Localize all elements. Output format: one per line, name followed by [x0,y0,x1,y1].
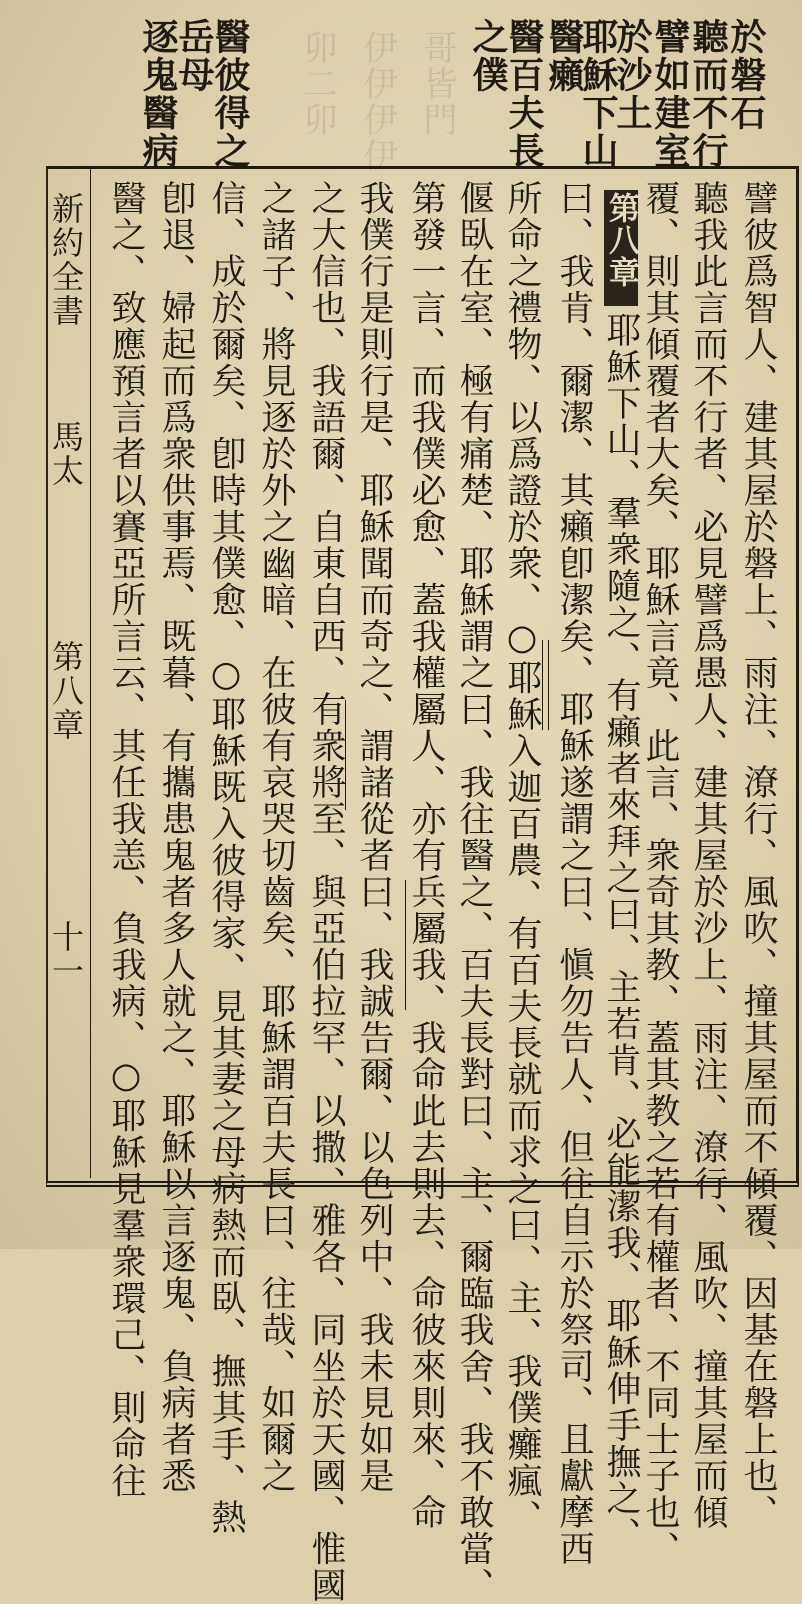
text-column: 卽退、婦起而爲衆供事焉、既暮、有攜患鬼者多人就之、耶穌以言逐鬼、負病者悉 [156,180,196,1494]
cross-reference-line [542,640,543,730]
header-note: 岳母 [173,18,215,94]
header-note: 於磐石 [725,18,767,132]
header-note: 於沙土 [611,18,653,132]
text-column: 耶穌下山、羣衆隨之、有癩者來拜之曰、主若肯、必能潔我、耶穌伸手撫之、 [601,312,641,1553]
chapter-heading: 第八章 [603,192,639,288]
text-column: 之諸子、將見逐於外之幽暗、在彼有哀哭切齒矣、耶穌謂百夫長曰、往哉、如爾之 [256,180,296,1494]
book-title: 新約全書 [47,192,85,328]
text-column: 信、成於爾矣、卽時其僕愈、○耶穌既入彼得家、見其妻之母病熱而臥、撫其手、熱 [206,180,246,1536]
header-note: 之僕 [467,18,509,94]
text-column: 之大信也、我語爾、自東自西、有衆將至、與亞伯拉罕、以撒、雅各、同坐於天國、惟國 [306,180,346,1604]
text-column: 偃臥在室、極有痛楚、耶穌謂之曰、我往醫之、百夫長對曰、主、爾臨我舍、我不敢當、 [454,180,494,1604]
header-note: 醫癩 [543,18,585,94]
text-column: 譬彼爲智人、建其屋於磐上、雨注、潦行、風吹、撞其屋而不傾覆、因基在磐上也、 [738,180,778,1531]
header-note: 醫百夫長 [503,18,545,170]
show-through-text: 哥皆門 [417,30,457,138]
text-column: 第發一言、而我僕必愈、蓋我權屬人、亦有兵屬我、我命此去則去、命彼來則來、命 [406,180,446,1531]
show-through-text: 卯二卯 [297,30,337,138]
show-through-text: 伊伊伊伊 [357,30,397,174]
chapter-marker: 第八章 [47,640,85,742]
header-note: 逐鬼醫病 [137,18,179,170]
text-column: 曰、我肯、爾潔、其癩卽潔矣、耶穌遂謂之曰、愼勿告人、但往自示於祭司、且獻摩西 [554,180,594,1567]
text-column: 醫之、致應預言者以賽亞所言云、其任我恙、負我病、○耶穌見羣衆環己、則命往 [106,180,146,1499]
gospel-name: 馬太 [47,420,85,488]
header-note: 醫彼得之 [209,18,251,170]
header-note: 聽而不行 [687,18,729,170]
page-number: 十一 [47,920,85,988]
text-column: 我僕行是則行是、耶穌聞而奇之、謂諸從者曰、我誠告爾、以色列中、我未見如是 [354,180,394,1494]
header-note: 耶穌下山 [577,18,619,170]
margin-divider [90,168,91,1178]
text-column: 聽我此言而不行者、必見譬爲愚人、建其屋於沙上、雨注、潦行、風吹、撞其屋而傾 [688,180,728,1531]
text-column: 覆、則其傾覆者大矣、耶穌言竟、此言、衆奇其教、蓋其教之若有權者、不同士子也、 [640,180,680,1567]
header-note: 譬如建室 [649,18,691,170]
text-column: 所命之禮物、以爲證於衆、○耶穌入迦百農、有百夫長就而求之曰、主、我僕癱瘋、 [502,180,542,1536]
cross-reference-line [548,640,549,730]
